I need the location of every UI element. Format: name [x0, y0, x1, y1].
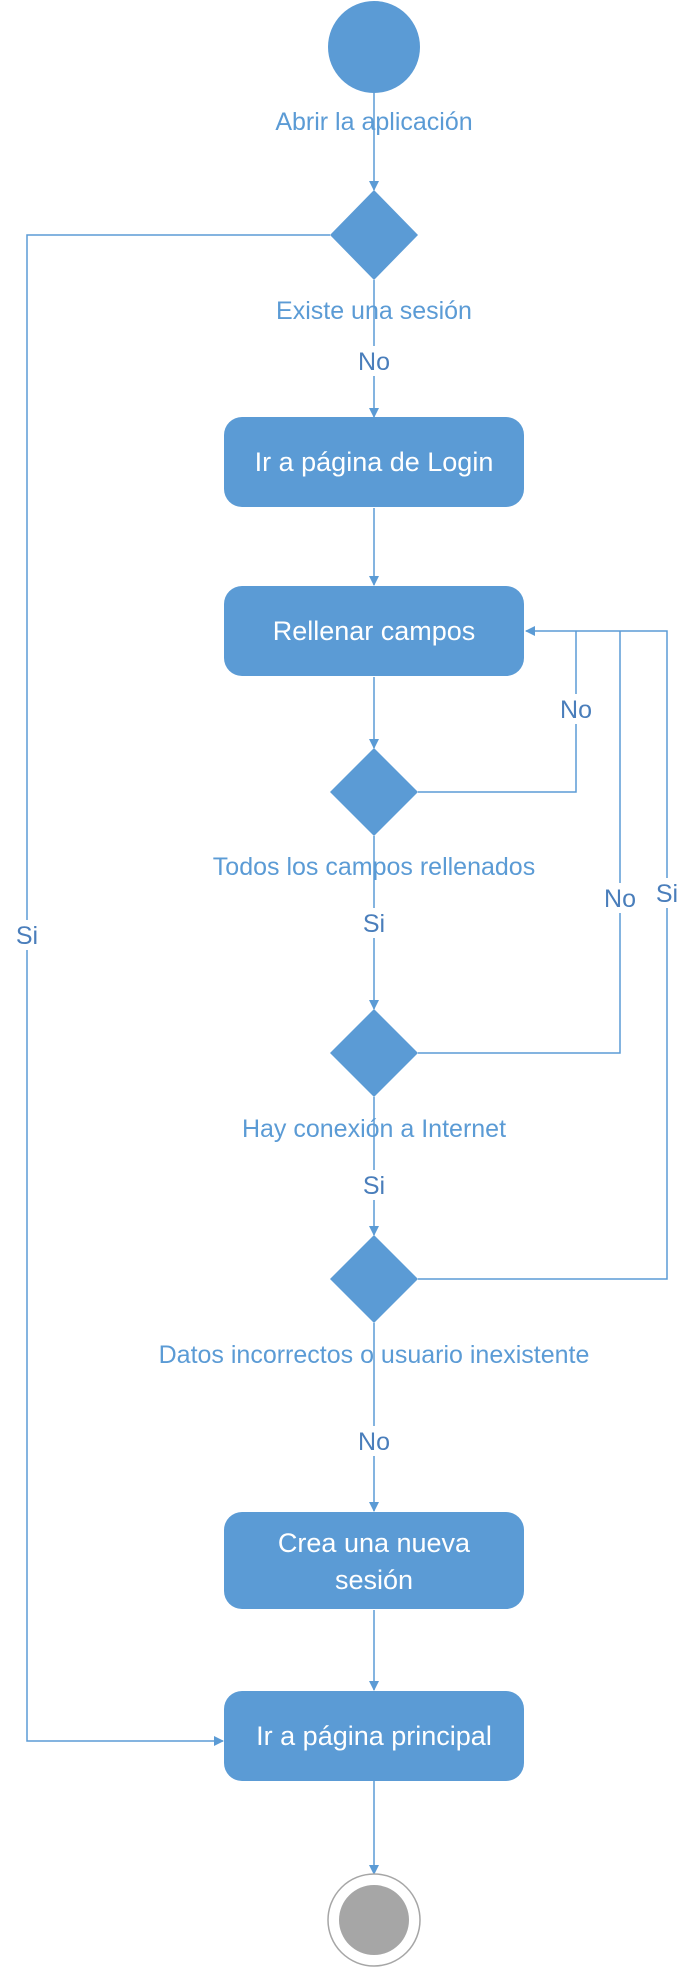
edge-credentials-si-loop: [418, 631, 667, 1279]
edge-label-fields-no: No: [560, 696, 592, 724]
fill-fields-label: Rellenar campos: [272, 616, 476, 646]
edge-label-credentials-si: Si: [655, 880, 679, 908]
session-exists-label: Existe una sesión: [276, 297, 472, 325]
edge-label-credentials-no: No: [358, 1428, 390, 1456]
bad-credentials-label: Datos incorrectos o usuario inexistente: [158, 1341, 590, 1369]
main-page-label: Ir a página principal: [256, 1721, 492, 1751]
decision-bad-credentials: [330, 1235, 418, 1323]
decision-all-fields-filled: [330, 748, 418, 836]
edge-label-session-no: No: [358, 348, 390, 376]
edge-label-internet-no: No: [604, 885, 636, 913]
edge-label-internet-si: Si: [362, 1172, 386, 1200]
login-page-label: Ir a página de Login: [254, 447, 494, 477]
edge-label-fields-si: Si: [362, 910, 386, 938]
open-app-label: Abrir la aplicación: [275, 108, 473, 136]
initial-node: [328, 1, 420, 93]
final-node: [339, 1885, 409, 1955]
all-fields-filled-label: Todos los campos rellenados: [212, 853, 536, 881]
decision-session-exists: [330, 190, 418, 280]
decision-internet-connection: [330, 1009, 418, 1097]
internet-connection-label: Hay conexión a Internet: [241, 1115, 507, 1143]
create-session-label-line2: sesión: [334, 1565, 414, 1595]
create-session-label-line1: Crea una nueva: [277, 1528, 471, 1558]
edge-label-session-si: Si: [15, 922, 39, 950]
